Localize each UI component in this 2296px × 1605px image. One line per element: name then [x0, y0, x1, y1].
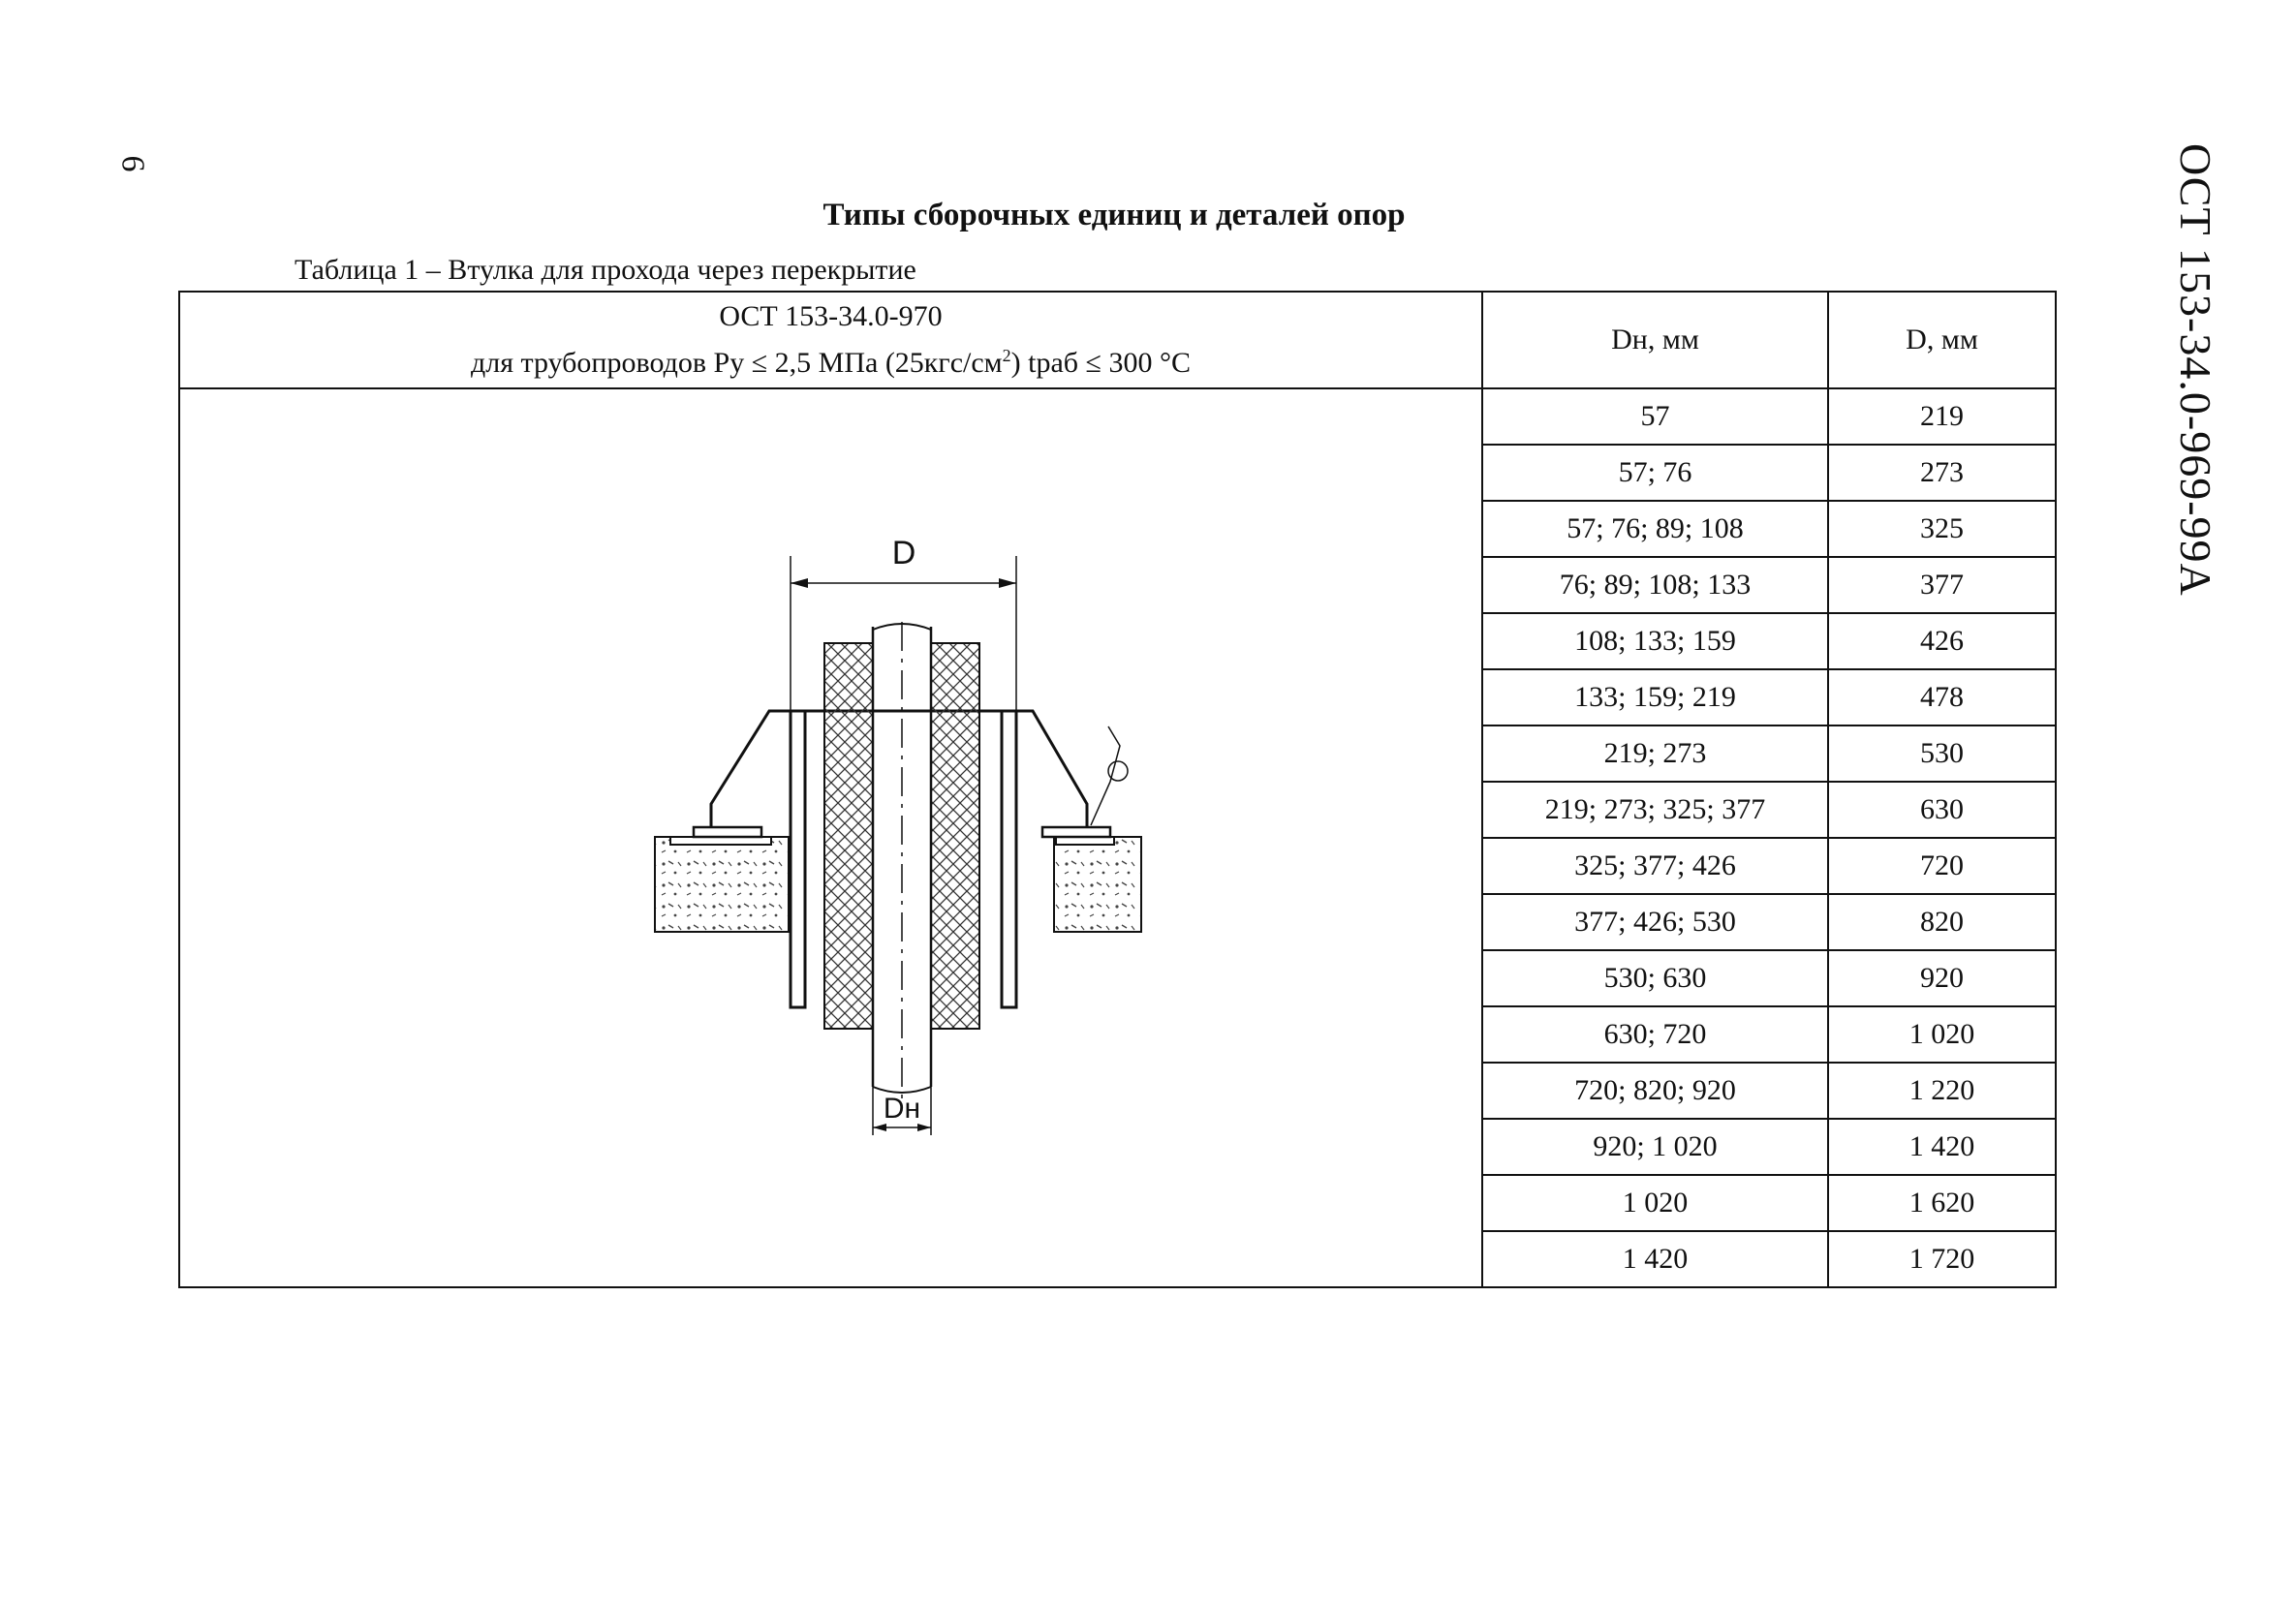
table-caption: Таблица 1 – Втулка для прохода через перекрытие	[295, 254, 916, 286]
header-standard-cell	[179, 292, 1482, 388]
cell-dn: 219; 273; 325; 377	[1482, 782, 1828, 838]
cell-dn: 1 420	[1482, 1231, 1828, 1287]
table-header-row	[179, 292, 2056, 388]
cell-dn: 57; 76	[1482, 445, 1828, 501]
drawing-cell	[179, 388, 1482, 1287]
sleeve-wall-left	[791, 711, 805, 1007]
cell-d: 1 020	[1828, 1006, 2056, 1063]
cell-d: 273	[1828, 445, 2056, 501]
dimension-label-dn: Dн	[883, 1093, 921, 1125]
cell-d: 325	[1828, 501, 2056, 557]
header-condition: для трубопроводов Ру ≤ 2,5 МПа $(25кгс/см^2)$ tраб ≤ 300 °С	[470, 346, 1192, 379]
floor-slab-right	[1054, 837, 1141, 932]
cell-d: 920	[1828, 950, 2056, 1006]
cell-dn: 219; 273	[1482, 725, 1828, 782]
cell-d: 219	[1828, 388, 2056, 445]
weld-leader	[1091, 726, 1120, 825]
cell-d: 720	[1828, 838, 2056, 894]
cell-d: 530	[1828, 725, 2056, 782]
header-standard: ОСТ 153-34.0-970	[719, 300, 943, 332]
sleeve-wall-right	[1002, 711, 1016, 1007]
sleeve-table	[178, 291, 2057, 1288]
cell-dn: 920; 1 020	[1482, 1119, 1828, 1175]
dimension-label-d: D	[891, 535, 916, 571]
cell-dn: 1 020	[1482, 1175, 1828, 1231]
cell-d: 1 220	[1828, 1063, 2056, 1119]
cell-d: 377	[1828, 557, 2056, 613]
floor-slab-left	[655, 837, 789, 932]
cell-dn: 377; 426; 530	[1482, 894, 1828, 950]
cell-d: 1 420	[1828, 1119, 2056, 1175]
page-title: Типы сборочных единиц и деталей опор	[822, 198, 1406, 232]
cell-dn: 630; 720	[1482, 1006, 1828, 1063]
document-code: ОСТ 153-34.0-969-99А	[2171, 143, 2220, 597]
column-header-d: D, мм	[1828, 292, 2056, 388]
weld-symbol	[1108, 761, 1128, 781]
cell-d: 820	[1828, 894, 2056, 950]
cell-dn: 57	[1482, 388, 1828, 445]
insulation-left	[824, 643, 873, 1029]
cell-dn: 76; 89; 108; 133	[1482, 557, 1828, 613]
sleeve-drawing	[180, 389, 1483, 1277]
cell-d: 1 720	[1828, 1231, 2056, 1287]
cell-dn: 325; 377; 426	[1482, 838, 1828, 894]
cell-dn: 720; 820; 920	[1482, 1063, 1828, 1119]
support-plate-right	[1042, 827, 1110, 837]
insulation-right	[931, 643, 979, 1029]
table-row	[179, 388, 2056, 445]
cell-d: 630	[1828, 782, 2056, 838]
cell-d: 478	[1828, 669, 2056, 725]
cell-dn: 530; 630	[1482, 950, 1828, 1006]
column-header-dn: Dн, мм	[1482, 292, 1828, 388]
cell-dn: 57; 76; 89; 108	[1482, 501, 1828, 557]
cell-d: 426	[1828, 613, 2056, 669]
cell-dn: 133; 159; 219	[1482, 669, 1828, 725]
support-plate-left	[694, 827, 761, 837]
cell-dn: 108; 133; 159	[1482, 613, 1828, 669]
page-number: 6	[114, 155, 151, 172]
cell-d: 1 620	[1828, 1175, 2056, 1231]
cover-cap	[711, 711, 1087, 827]
